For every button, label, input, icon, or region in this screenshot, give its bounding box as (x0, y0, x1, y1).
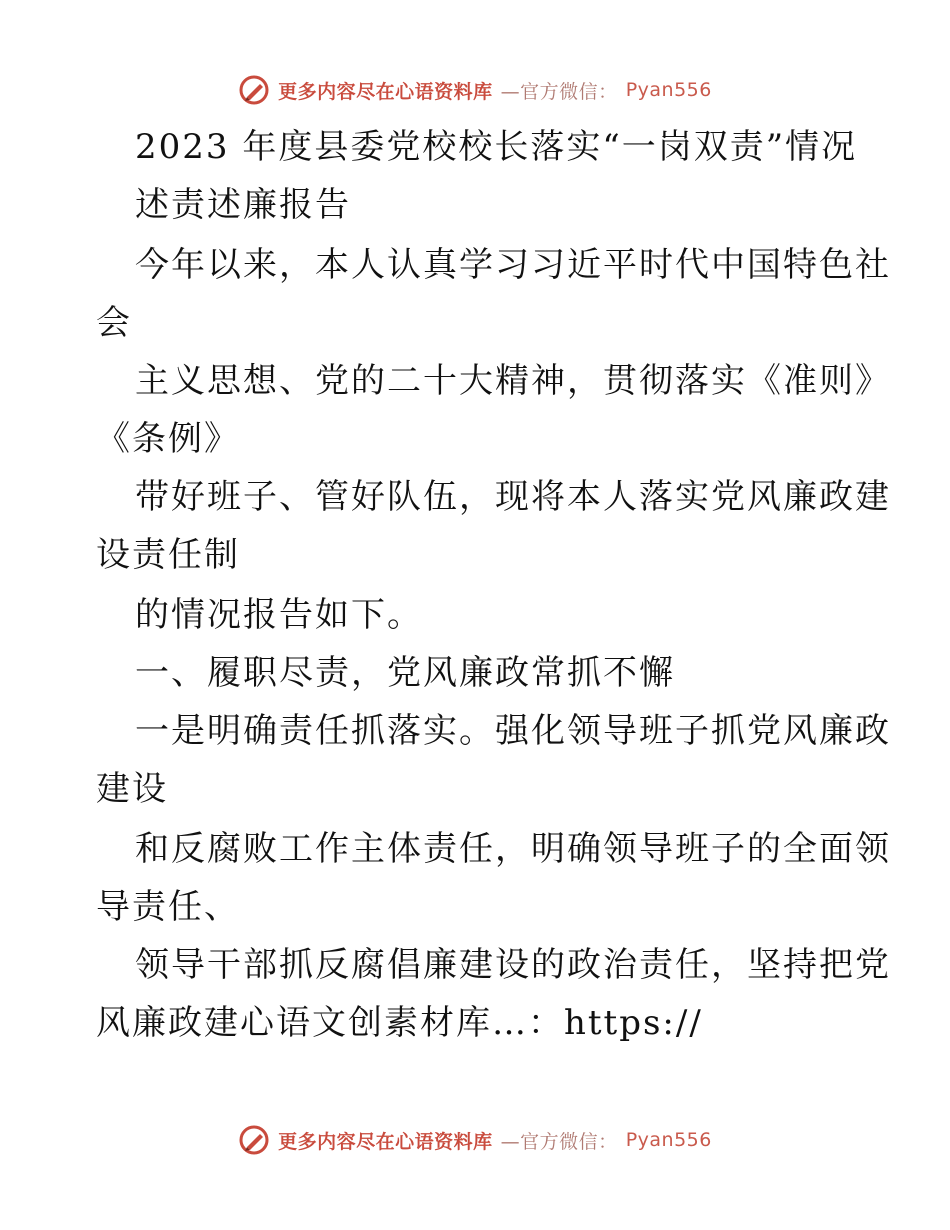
doc-title-line-2: 述责述廉报告 (135, 185, 351, 225)
doc-line: 一是明确责任抓落实。强化领导班子抓党风廉政 (135, 711, 891, 751)
pen-logo-icon (238, 74, 270, 106)
footer-watermark (0, 1120, 950, 1160)
doc-line: 领导干部抓反腐倡廉建设的政治责任，坚持把党 (135, 945, 891, 985)
doc-title-line-1: 2023 年度县委党校校长落实“一岗双责”情况 (135, 127, 858, 167)
pen-logo-icon (238, 1124, 270, 1156)
watermark-text-main: 更多内容尽在心语资料库 (278, 1130, 493, 1153)
watermark-text-label: —官方微信： (500, 1130, 618, 1153)
doc-line: 今年以来，本人认真学习习近平时代中国特色社 (135, 245, 891, 285)
watermark-text-main: 更多内容尽在心语资料库 (278, 80, 493, 103)
doc-line: 建设 (96, 769, 168, 809)
doc-line: 带好班子、管好队伍，现将本人落实党风廉政建 (135, 477, 891, 517)
watermark-text-id: Pyan556 (625, 79, 712, 101)
doc-line: 主义思想、党的二十大精神，贯彻落实《准则》 (135, 361, 891, 401)
doc-line: 《条例》 (96, 419, 240, 459)
doc-line: 和反腐败工作主体责任，明确领导班子的全面领 (135, 829, 891, 869)
watermark-text-label: —官方微信： (500, 80, 618, 103)
section-heading: 一、履职尽责，党风廉政常抓不懈 (135, 653, 675, 693)
watermark-text-id: Pyan556 (625, 1129, 712, 1151)
doc-line: 风廉政建心语文创素材库…：https:// (96, 1003, 703, 1043)
doc-line: 会 (96, 303, 132, 343)
header-watermark (0, 70, 950, 110)
doc-line: 设责任制 (96, 535, 240, 575)
doc-line: 的情况报告如下。 (135, 595, 423, 635)
doc-line: 导责任、 (96, 887, 240, 927)
